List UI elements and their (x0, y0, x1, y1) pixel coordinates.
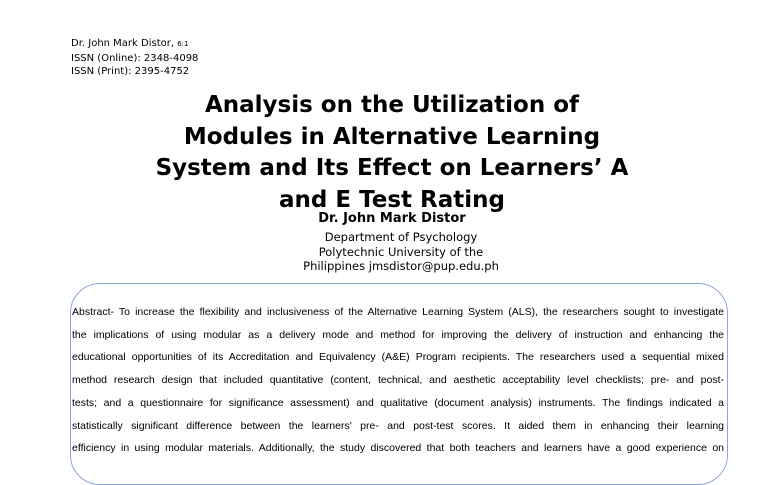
issn-print: ISSN (Print): 2395-4752 (71, 66, 190, 77)
header-author: Dr. John Mark Distor, (71, 38, 175, 49)
abstract-line: the implications of using modular as a delivery mode and method for improving the delivery of instruction and enhancing the (72, 328, 724, 341)
country-email: Philippines jmsdistor@pup.edu.ph (303, 259, 499, 273)
abstract-line: Abstract- To increase the flexibility and inclusiveness of the Alternative Learning System (ALS), the researchers sought to investigate (72, 306, 724, 318)
header-author-superscript: 6:1 (177, 40, 189, 48)
abstract-line: method research design that included quantitative (content, technical, and aesthetic acceptability level checklists; pre- and post- (72, 374, 724, 387)
journal-meta (71, 37, 198, 79)
title-line: and E Test Rating (279, 186, 505, 213)
abstract-line: statistically significant difference between the learners' pre- and post-test scores. It aided them in enhancing their learning (72, 419, 724, 432)
university: Polytechnic University of the (318, 244, 484, 259)
abstract (72, 301, 724, 460)
abstract-line: tests; and a questionnaire for significance assessment) and qualitative (document analysis) instruments. The findings indicated a (72, 396, 724, 409)
title-line: Analysis on the Utilization of (204, 92, 580, 118)
department: Department of Psychology (324, 230, 478, 244)
abstract-line: educational opportunities of its Accreditation and Equivalency (A&E) Program recipients. The researchers used a sequential mixed (72, 351, 724, 364)
title-line: Modules in Alternative Learning (183, 123, 601, 150)
paper-title (0, 90, 784, 216)
abstract-line: efficiency in using modular materials. Additionally, the study discovered that both teachers and learners have a good experience on (72, 442, 724, 455)
author-name: Dr. John Mark Distor (318, 211, 466, 226)
author-affiliation (0, 230, 784, 274)
header-author-line (71, 37, 198, 52)
title-line: System and Its Effect on Learners’ A (155, 155, 629, 181)
issn-online: ISSN (Online): 2348-4098 (71, 52, 199, 64)
